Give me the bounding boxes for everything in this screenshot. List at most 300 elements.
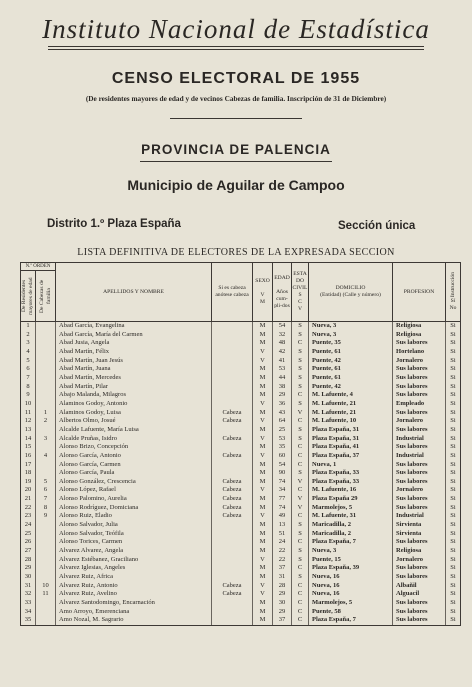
elector-name: Alonso Ruiz, Eladio [56, 512, 212, 521]
profesion: Jornalero [393, 357, 446, 366]
profesion: Sus labores [393, 374, 446, 383]
instruccion: Si [446, 452, 461, 461]
sexo: M [253, 521, 273, 530]
sexo: M [253, 383, 273, 392]
cabeza-number [36, 521, 56, 530]
estado-civil: V [292, 409, 309, 418]
table-row [21, 521, 461, 530]
row-number: 8 [21, 383, 36, 392]
cabeza-flag [212, 599, 253, 608]
table-row [21, 452, 461, 461]
table-row [21, 608, 461, 617]
cabeza-flag: Cabeza [212, 486, 253, 495]
instruccion: Si [446, 409, 461, 418]
estado-civil: V [292, 504, 309, 513]
table-row [21, 582, 461, 591]
table-row [21, 417, 461, 426]
row-number: 31 [21, 582, 36, 591]
elector-name: Abajo Malanda, Milagros [56, 391, 212, 400]
cabeza-flag [212, 357, 253, 366]
estado-civil: S [292, 348, 309, 357]
row-number: 34 [21, 608, 36, 617]
estado-civil: S [292, 322, 309, 331]
elector-name: Abad Martín, Félix [56, 348, 212, 357]
domicilio: Nueva, 16 [309, 582, 393, 591]
table-row [21, 400, 461, 409]
elector-name: Alonso Brizo, Concepción [56, 443, 212, 452]
sexo: M [253, 478, 273, 487]
row-number: 3 [21, 339, 36, 348]
profesion: Empleado [393, 400, 446, 409]
cabeza-flag [212, 608, 253, 617]
header-estado-c: C [298, 299, 302, 305]
header-residentes-text: De Residentes mayores de edad [21, 277, 34, 315]
table-row [21, 339, 461, 348]
row-number: 17 [21, 461, 36, 470]
instruccion: Si [446, 538, 461, 547]
cabeza-flag [212, 443, 253, 452]
header-cabeza-text: Si es cabeza anótese cabeza [215, 285, 249, 298]
sexo: M [253, 538, 273, 547]
estado-civil: C [292, 391, 309, 400]
estado-civil: S [292, 573, 309, 582]
profesion: Sus labores [393, 469, 446, 478]
instruccion: Si [446, 339, 461, 348]
row-number: 9 [21, 391, 36, 400]
elector-name: Albertos Olmo, Josué [56, 417, 212, 426]
profesion: Jornalero [393, 417, 446, 426]
row-number: 32 [21, 590, 36, 599]
instruccion: Si [446, 365, 461, 374]
cabeza-number [36, 461, 56, 470]
short-rule [170, 118, 302, 119]
elector-name: Alaminos Godoy, Antonio [56, 400, 212, 409]
row-number: 15 [21, 443, 36, 452]
header-edad-sub: Años cum-pli-dos [274, 288, 290, 309]
cabeza-number [36, 616, 56, 625]
cabeza-flag: Cabeza [212, 582, 253, 591]
profesion: Sus labores [393, 573, 446, 582]
sexo: M [253, 495, 273, 504]
sexo: M [253, 374, 273, 383]
profesion: Jornalero [393, 486, 446, 495]
domicilio: Plaza España, 7 [309, 538, 393, 547]
elector-name: Alonso Palomino, Aurelia [56, 495, 212, 504]
estado-civil: C [292, 443, 309, 452]
cabeza-number [36, 538, 56, 547]
profesion: Sus labores [393, 538, 446, 547]
table-row [21, 512, 461, 521]
edad: 13 [273, 521, 292, 530]
cabeza-number: 11 [36, 590, 56, 599]
domicilio: Nueva, 3 [309, 547, 393, 556]
profesion: Sus labores [393, 599, 446, 608]
header-estado [292, 263, 309, 322]
sexo: M [253, 322, 273, 331]
elector-name: Alvarez Estébanez, Graciliano [56, 556, 212, 565]
electors-rows [21, 322, 461, 626]
profesion: Sus labores [393, 365, 446, 374]
cabeza-flag [212, 556, 253, 565]
table-row [21, 478, 461, 487]
instruccion: Si [446, 521, 461, 530]
header-domicilio-text: DOMICILIO [335, 285, 366, 291]
provincia-heading: PROVINCIA DE PALENCIA [141, 142, 331, 157]
estado-civil: S [292, 383, 309, 392]
header-instr-no: No [449, 304, 457, 311]
edad: 60 [273, 452, 292, 461]
estado-civil: C [292, 608, 309, 617]
estado-civil: C [292, 452, 309, 461]
instruccion: Si [446, 391, 461, 400]
row-number: 19 [21, 478, 36, 487]
profesion: Sus labores [393, 504, 446, 513]
table-row [21, 547, 461, 556]
elector-name: Alvarez Santodomingo, Encarnación [56, 599, 212, 608]
edad: 90 [273, 469, 292, 478]
cabeza-flag [212, 521, 253, 530]
cabeza-number [36, 391, 56, 400]
cabeza-number [36, 365, 56, 374]
edad: 29 [273, 391, 292, 400]
cabeza-flag: Cabeza [212, 512, 253, 521]
estado-civil: C [292, 582, 309, 591]
estado-civil: S [292, 365, 309, 374]
instruccion: Si [446, 357, 461, 366]
edad: 29 [273, 608, 292, 617]
edad: 30 [273, 599, 292, 608]
row-number: 6 [21, 365, 36, 374]
table-row [21, 495, 461, 504]
header-domicilio [309, 263, 393, 322]
profesion: Sus labores [393, 608, 446, 617]
domicilio: Puente, 58 [309, 608, 393, 617]
sexo: M [253, 564, 273, 573]
elector-name: Alonso García, Carmen [56, 461, 212, 470]
sexo: V [253, 556, 273, 565]
edad: 43 [273, 409, 292, 418]
elector-name: Abad García, María del Carmen [56, 331, 212, 340]
header-estado-s: S [298, 292, 302, 298]
estado-civil: S [292, 435, 309, 444]
header-instruccion-text: Instrucción [449, 272, 456, 298]
header-estado-v: V [297, 306, 303, 312]
edad: 24 [273, 538, 292, 547]
domicilio: Puente, 61 [309, 365, 393, 374]
edad: 74 [273, 478, 292, 487]
elector-name: Alonso Torices, Carmen [56, 538, 212, 547]
cabeza-flag [212, 426, 253, 435]
cabeza-number [36, 322, 56, 331]
domicilio: Puente, 15 [309, 556, 393, 565]
domicilio: Puente, 61 [309, 348, 393, 357]
table-row [21, 556, 461, 565]
cabeza-number [36, 573, 56, 582]
instruccion: Si [446, 495, 461, 504]
domicilio: Puente, 42 [309, 357, 393, 366]
domicilio: Plaza España, 33 [309, 478, 393, 487]
cabeza-number [36, 400, 56, 409]
instruccion: Si [446, 512, 461, 521]
cabeza-number [36, 348, 56, 357]
cabeza-number [36, 443, 56, 452]
domicilio: Plaza España, 41 [309, 443, 393, 452]
domicilio: M. Lafuente, 21 [309, 409, 393, 418]
edad: 41 [273, 357, 292, 366]
elector-name: Abad García, Evangelina [56, 322, 212, 331]
profesion: Religiosa [393, 322, 446, 331]
domicilio: Nueva, 1 [309, 461, 393, 470]
estado-civil: C [292, 590, 309, 599]
estado-civil: S [292, 547, 309, 556]
domicilio: Plaza España, 7 [309, 616, 393, 625]
row-number: 18 [21, 469, 36, 478]
table-row [21, 590, 461, 599]
cabeza-number [36, 564, 56, 573]
cabeza-flag: Cabeza [212, 590, 253, 599]
header-nombre-text: APELLIDOS Y NOMBRE [103, 288, 164, 295]
edad: 22 [273, 547, 292, 556]
sexo: M [253, 426, 273, 435]
table-row [21, 504, 461, 513]
elector-name: Alvarez Ruiz, Avelino [56, 590, 212, 599]
instruccion: Si [446, 582, 461, 591]
header-profesion [393, 263, 446, 322]
cabeza-number [36, 469, 56, 478]
cabeza-number: 8 [36, 504, 56, 513]
edad: 37 [273, 616, 292, 625]
instruccion: Si [446, 504, 461, 513]
elector-name: Alvarez Iglesias, Angeles [56, 564, 212, 573]
cabeza-number: 9 [36, 512, 56, 521]
row-number: 22 [21, 504, 36, 513]
table-row [21, 616, 461, 625]
sexo: M [253, 331, 273, 340]
edad: 29 [273, 590, 292, 599]
profesion: Religiosa [393, 547, 446, 556]
estado-civil: C [292, 616, 309, 625]
sexo: V [253, 590, 273, 599]
cabeza-flag [212, 400, 253, 409]
estado-civil: S [292, 357, 309, 366]
row-number: 23 [21, 512, 36, 521]
header-sexo [253, 263, 273, 322]
cabeza-number: 1 [36, 409, 56, 418]
domicilio: M. Lafuente, 16 [309, 486, 393, 495]
edad: 44 [273, 374, 292, 383]
cabeza-number: 3 [36, 435, 56, 444]
cabeza-number [36, 556, 56, 565]
profesion: Sus labores [393, 426, 446, 435]
estado-civil: S [292, 374, 309, 383]
domicilio: Maricadilla, 2 [309, 530, 393, 539]
edad: 25 [273, 426, 292, 435]
instruccion: Si [446, 348, 461, 357]
estado-civil: C [292, 417, 309, 426]
cabeza-number [36, 331, 56, 340]
cabeza-number: 5 [36, 478, 56, 487]
cabeza-flag: Cabeza [212, 452, 253, 461]
domicilio: Nueva, 3 [309, 331, 393, 340]
row-number: 20 [21, 486, 36, 495]
sexo: V [253, 400, 273, 409]
table-row [21, 365, 461, 374]
institute-title: Instituto Nacional de Estadística [42, 14, 430, 44]
row-number: 2 [21, 331, 36, 340]
edad: 53 [273, 435, 292, 444]
cabeza-number [36, 547, 56, 556]
estado-civil: S [292, 331, 309, 340]
estado-civil: S [292, 521, 309, 530]
cabeza-flag: Cabeza [212, 435, 253, 444]
header-nombre [56, 263, 212, 322]
instruccion: Si [446, 478, 461, 487]
estado-civil: S [292, 469, 309, 478]
domicilio: Marmolejos, 5 [309, 599, 393, 608]
edad: 42 [273, 348, 292, 357]
instruccion: Si [446, 374, 461, 383]
seccion-label: Sección única [338, 220, 416, 232]
domicilio: Maricadilla, 2 [309, 521, 393, 530]
domicilio: Plaza España, 31 [309, 426, 393, 435]
estado-civil: S [292, 556, 309, 565]
table-row [21, 530, 461, 539]
estado-civil: C [292, 461, 309, 470]
elector-name: Alonso López, Rafael [56, 486, 212, 495]
header-estado-text: ESTA DO CIVIL [292, 271, 308, 291]
domicilio: M. Lafuente, 21 [309, 400, 393, 409]
instruccion: Si [446, 469, 461, 478]
row-number: 29 [21, 564, 36, 573]
row-number: 21 [21, 495, 36, 504]
row-number: 14 [21, 435, 36, 444]
edad: 31 [273, 573, 292, 582]
elector-name: Alonso García, Paula [56, 469, 212, 478]
elector-name: Alcalde Pruñas, Isidro [56, 435, 212, 444]
sexo: V [253, 417, 273, 426]
table-row [21, 409, 461, 418]
sexo: M [253, 469, 273, 478]
row-number: 4 [21, 348, 36, 357]
sexo: M [253, 391, 273, 400]
sexo: M [253, 599, 273, 608]
cabeza-flag [212, 564, 253, 573]
cabeza-number: 4 [36, 452, 56, 461]
sexo: V [253, 512, 273, 521]
instruccion: Si [446, 564, 461, 573]
sexo: M [253, 461, 273, 470]
cabeza-number [36, 339, 56, 348]
instruccion: Si [446, 590, 461, 599]
instruccion: Si [446, 435, 461, 444]
sexo: M [253, 530, 273, 539]
elector-name: Alvarez Ruiz, Africa [56, 573, 212, 582]
instruccion: Si [446, 400, 461, 409]
estado-civil: C [292, 564, 309, 573]
domicilio: Nueva, 16 [309, 573, 393, 582]
cabeza-number [36, 357, 56, 366]
provincia-rule [140, 161, 332, 162]
cabeza-flag [212, 530, 253, 539]
domicilio: Plaza España 29 [309, 495, 393, 504]
profesion: Sus labores [393, 339, 446, 348]
censo-heading: CENSO ELECTORAL DE 1955 [111, 70, 361, 87]
cabeza-number: 7 [36, 495, 56, 504]
title-rule-double [48, 49, 424, 50]
header-edad [273, 263, 292, 322]
cabeza-number: 10 [36, 582, 56, 591]
table-row [21, 469, 461, 478]
sexo: M [253, 608, 273, 617]
edad: 32 [273, 331, 292, 340]
table-row [21, 426, 461, 435]
elector-name: Alvarez Ruiz, Antonio [56, 582, 212, 591]
sexo: M [253, 547, 273, 556]
cabeza-flag [212, 322, 253, 331]
profesion: Hortelano [393, 348, 446, 357]
domicilio: Plaza España, 39 [309, 564, 393, 573]
header-edad-text: EDAD [274, 274, 290, 281]
domicilio: Plaza España, 31 [309, 435, 393, 444]
edad: 35 [273, 443, 292, 452]
instruccion: Si [446, 331, 461, 340]
cabeza-flag [212, 374, 253, 383]
cabeza-flag [212, 538, 253, 547]
sexo: M [253, 365, 273, 374]
row-number: 16 [21, 452, 36, 461]
edad: 54 [273, 322, 292, 331]
row-number: 27 [21, 547, 36, 556]
cabeza-number: 2 [36, 417, 56, 426]
table-row [21, 461, 461, 470]
edad: 34 [273, 486, 292, 495]
elector-name: Abad Martín, Juan Jesús [56, 357, 212, 366]
profesion: Sus labores [393, 495, 446, 504]
row-number: 25 [21, 530, 36, 539]
header-sexo-m: M [260, 299, 265, 305]
elector-name: Alvarez Alvarez, Angela [56, 547, 212, 556]
cabeza-flag [212, 616, 253, 625]
header-cabezas [36, 271, 56, 322]
instruccion: Si [446, 616, 461, 625]
estado-civil: V [292, 495, 309, 504]
profesion: Albañil [393, 582, 446, 591]
edad: 28 [273, 582, 292, 591]
estado-civil: S [292, 400, 309, 409]
estado-civil: S [292, 426, 309, 435]
profesion: Sus labores [393, 461, 446, 470]
row-number: 13 [21, 426, 36, 435]
sexo: V [253, 486, 273, 495]
cabeza-number [36, 608, 56, 617]
sexo: M [253, 339, 273, 348]
domicilio: M. Lafuente, 4 [309, 391, 393, 400]
instruccion: Si [446, 322, 461, 331]
edad: 53 [273, 365, 292, 374]
row-number: 7 [21, 374, 36, 383]
censo-subtitle: (De residentes mayores de edad y de vecinos Cabezas de familia. Inscripción de 31 de Diciembre) [85, 94, 387, 103]
instruccion: Si [446, 486, 461, 495]
instruccion: Si [446, 443, 461, 452]
distrito-label: Distrito 1.º Plaza España [47, 218, 181, 230]
elector-name: Alonso Rodríguez, Domiciana [56, 504, 212, 513]
header-norden: N.º ORDEN [21, 263, 56, 271]
domicilio: Nueva, 16 [309, 590, 393, 599]
header-instr-si: Sí [450, 297, 456, 304]
cabeza-flag: Cabeza [212, 417, 253, 426]
instruccion: Si [446, 383, 461, 392]
profesion: Sus labores [393, 409, 446, 418]
